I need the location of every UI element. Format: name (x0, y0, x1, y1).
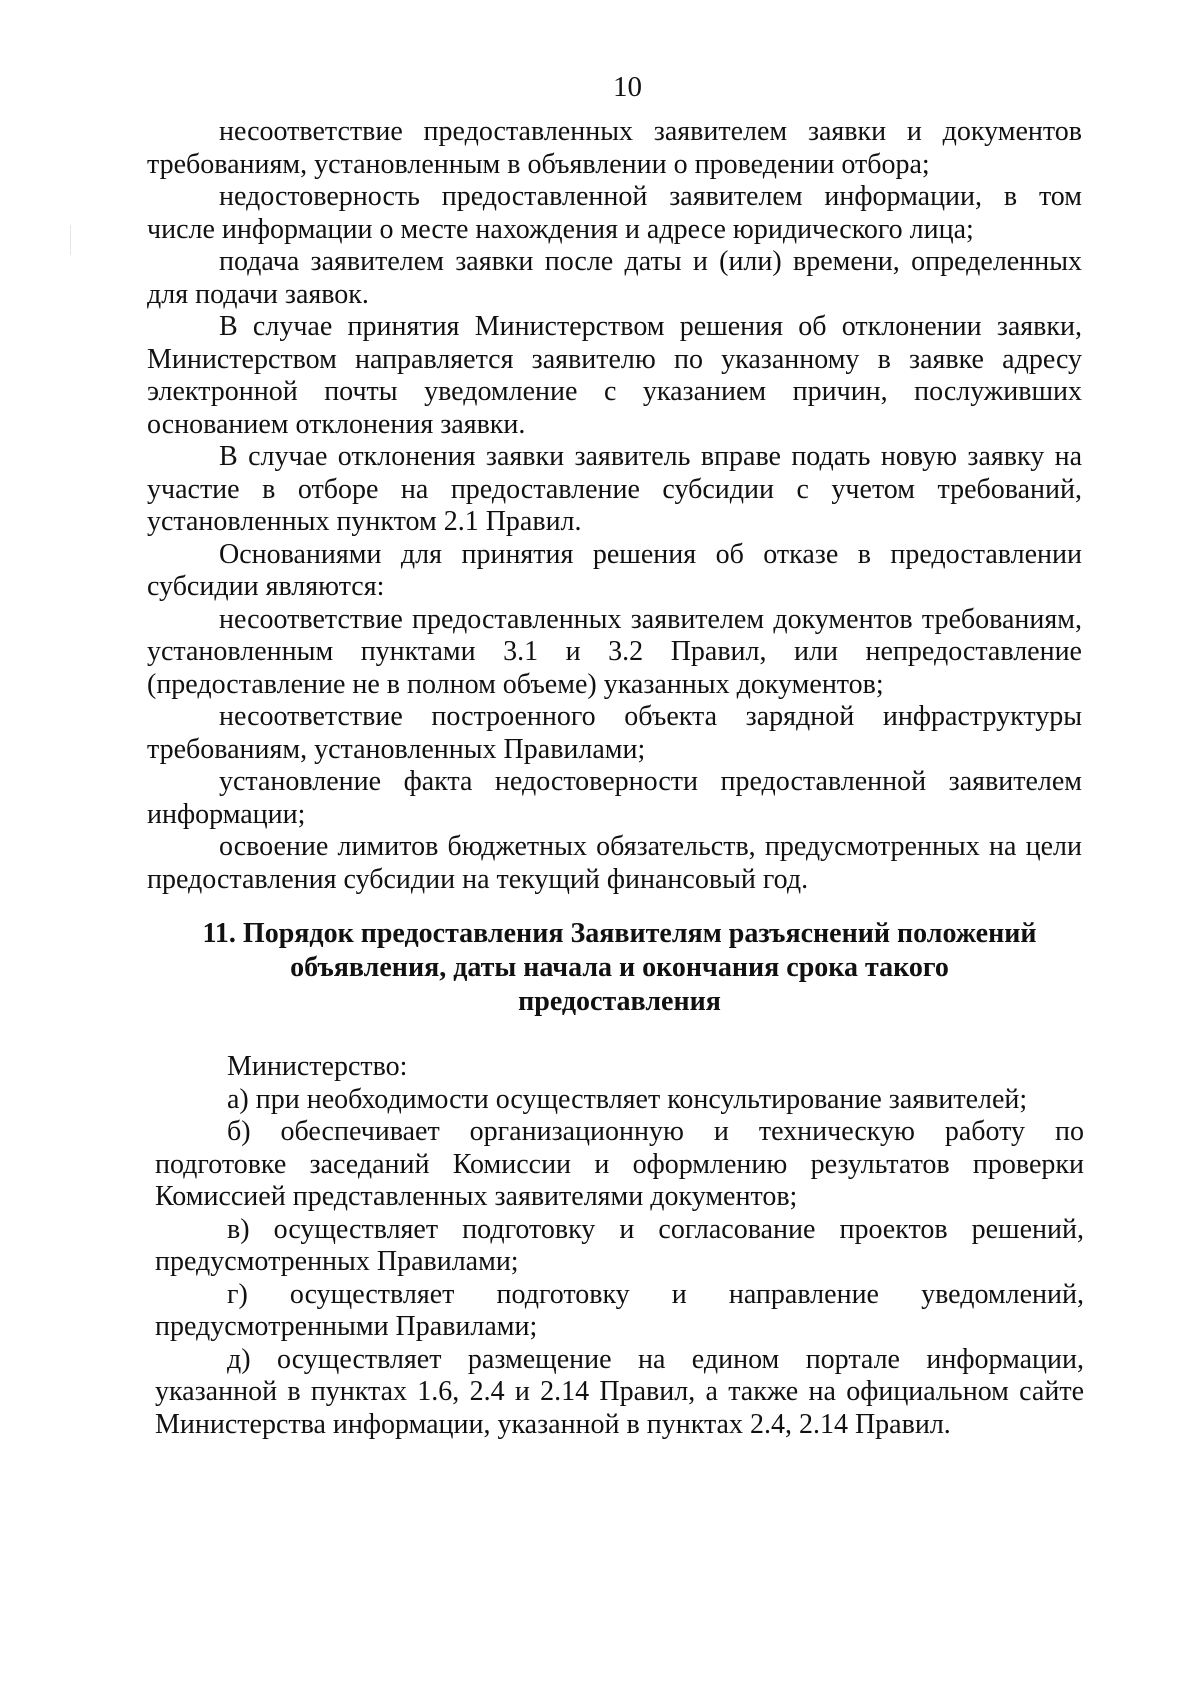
paragraph-rejection-notice: В случае принятия Министерством решения об отклонении заявки, Министерством направляется заявителю по указанному в заявке адресу электронной почты уведомление с указанием причин, послуживших основанием отклонения заявки. (147, 311, 1082, 440)
body-text-top (147, 116, 1082, 896)
paragraph-refusal-unreliability: установление факта недостоверности предоставленной заявителем информации; (147, 766, 1082, 830)
paragraph-refusal-documents: несоответствие предоставленных заявителем документов требованиям, установленным пунктами 3.1 и 3.2 Правил, или непредоставление (предоставление не в полном объеме) указанных документов; (147, 603, 1082, 700)
body-text-bottom (155, 1051, 1084, 1441)
paragraph-ministry: Министерство: (227, 1051, 408, 1082)
paragraph-refusal-infrastructure: несоответствие построенного объекта зарядной инфраструктуры требованиям, установленных Правилами; (147, 701, 1082, 765)
paragraph-resubmission: В случае отклонения заявки заявитель вправе подать новую заявку на участие в отборе на предоставление субсидии с учетом требований, установленных пунктом 2.1 Правил. (147, 441, 1082, 537)
paragraph-item-g: г) осуществляет подготовку и направление уведомлений, предусмотренными Правилами; (155, 1278, 1084, 1342)
paragraph-item-v: в) осуществляет подготовку и согласование проектов решений, предусмотренных Правилами; (155, 1213, 1084, 1277)
paragraph-reason-late-submission: подача заявителем заявки после даты и (или) времени, определенных для подачи заявок. (147, 246, 1082, 310)
paragraph-reason-unreliable-info: недостоверность предоставленной заявителем информации, в том числе информации о месте нахождения и адресе юридического лица; (147, 181, 1082, 245)
scan-margin-mark (70, 225, 71, 255)
page-number: 10 (613, 71, 642, 103)
paragraph-refusal-grounds: Основаниями для принятия решения об отказе в предоставлении субсидии являются: (147, 538, 1082, 602)
paragraph-item-b: б) обеспечивает организационную и техническую работу по подготовке заседаний Комиссии и оформлению результатов проверки Комиссией представленных заявителями документов; (155, 1116, 1084, 1212)
paragraph-reason-mismatch-application: несоответствие предоставленных заявителем заявки и документов требованиям, установленным в объявлении о проведении отбора; (147, 116, 1082, 180)
paragraph-item-d: д) осуществляет размещение на едином портале информации, указанной в пунктах 1.6, 2.4 и 2.14 Правил, а также на официальном сайте Министерства информации, указанной в пунктах 2.4, 2.14 Правил. (155, 1343, 1084, 1440)
paragraph-refusal-budget-limits: освоение лимитов бюджетных обязательств, предусмотренных на цели предоставления субсидии на текущий финансовый год. (147, 831, 1082, 895)
paragraph-item-a: а) при необходимости осуществляет консультирование заявителей; (227, 1083, 1028, 1115)
section-heading-line-3: предоставления (518, 986, 721, 1017)
section-heading-line-2: объявления, даты начала и окончания срока такого (290, 952, 949, 983)
section-heading-line-1: 11. Порядок предоставления Заявителям разъяснений положений (202, 918, 1037, 949)
section-heading (157, 917, 1082, 1019)
